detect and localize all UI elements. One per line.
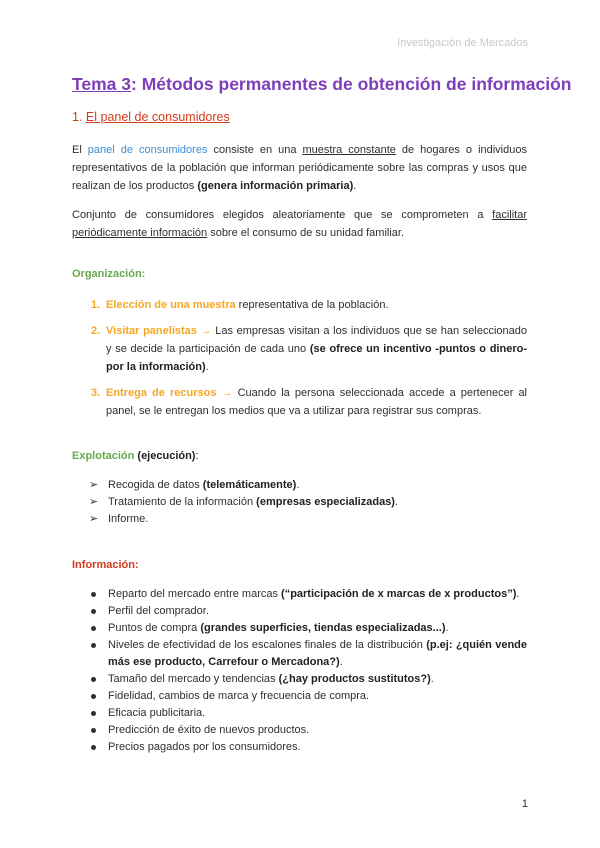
bullet-icon [91,677,96,682]
bullet-icon [91,694,96,699]
arrow-bullet-icon: ➢ [89,479,99,491]
list-item [72,296,527,314]
list-item [72,477,527,494]
item-end: . [430,673,434,685]
item-text: Tratamiento de la información [108,496,257,508]
item-lead: Entrega de recursos → [106,387,233,399]
list-item [72,637,527,671]
list-item [72,705,527,722]
page-number: 1 [521,798,528,810]
title-prefix: Tema 3 [72,74,132,94]
item-text: representativa de la población. [235,299,389,311]
informacion-list [72,586,527,756]
item-text: Cuando la persona seleccionada accede a pertenecer al panel, se le entregan los medios que va a utilizar para registrar sus compras. [106,387,528,417]
bullet-icon [91,643,96,648]
title-rest: : Métodos permanentes de obtención de información [131,74,572,94]
item-end: . [516,588,520,600]
item-text: Reparto del mercado entre marcas [108,588,282,600]
heading-label: Explotación [72,450,135,462]
text-span: de hogares o individuos representativos de la población que informan periódicamente sobre las compras y usos que realizan de los productos [72,144,527,192]
item-text: Puntos de compra [108,622,201,634]
list-item [72,620,527,637]
item-bold: (empresas especializadas) [256,496,395,508]
item-text: Perfil del comprador. [108,605,209,617]
item-text: Las empresas visitan a los individuos que se han seleccionado y se decide la participación de cada uno [106,325,527,355]
item-bold: (telemáticamente) [202,479,297,491]
item-text: Niveles de efectividad de los escalones finales de la distribución [108,639,427,651]
list-item [72,603,527,620]
list-item [72,322,527,376]
explotacion-list [72,477,527,528]
item-end: . [339,656,343,668]
item-bold: (grandes superficies, tiendas especializadas...) [200,622,446,634]
bullet-icon [91,728,96,733]
item-lead: Visitar panelistas → [106,325,212,337]
item-lead: Elección de una muestra [106,299,236,311]
informacion-heading: Información: [72,559,139,571]
text-span: sobre el consumo de su unidad familiar. [207,227,405,239]
item-text: Informe. [108,513,149,525]
list-item [72,671,527,688]
bullet-icon [91,592,96,597]
bullet-icon [91,711,96,716]
item-text: Precios pagados por los consumidores. [108,741,301,753]
organizacion-heading: Organización: [72,268,146,280]
item-end: . [445,622,449,634]
list-item [72,722,527,739]
text-span: Conjunto de consumidores elegidos aleatoriamente que se comprometen a [72,209,493,221]
bullet-icon [91,626,96,631]
item-bold: (p.ej: ¿quién vende más ese producto, Carrefour o Mercadona?) [108,639,528,668]
page-title [72,74,571,95]
list-item [72,511,527,528]
item-text: Eficacia publicitaria. [108,707,206,719]
bullet-icon [91,745,96,750]
second-paragraph [72,206,527,242]
explotacion-heading [72,450,199,462]
item-bold: (¿hay productos sustitutos?) [278,673,431,685]
list-item [72,688,527,705]
item-number: 1. [91,299,101,311]
arrow-bullet-icon: ➢ [89,496,99,508]
item-end: . [394,496,399,508]
section-heading [72,110,230,124]
section-title: El panel de consumidores [85,110,230,124]
key-term: panel de consumidores [87,144,208,156]
item-text: Fidelidad, cambios de marca y frecuencia de compra. [108,690,370,702]
organizacion-list [72,296,527,420]
item-text: Predicción de éxito de nuevos productos. [108,724,310,736]
underlined-term: facilitar periódicamente información [72,209,527,239]
definition-paragraph [72,141,527,195]
list-item [72,494,527,511]
item-number: 3. [91,387,101,399]
list-item [72,384,527,420]
bullet-icon [91,609,96,614]
bold-note: (genera información primaria) [197,180,354,192]
text-span: . [353,180,357,192]
heading-paren: (ejecución) [137,450,196,462]
arrow-bullet-icon: ➢ [89,513,99,525]
item-end: . [296,479,300,491]
underlined-term: muestra constante [302,144,396,156]
heading-colon: : [195,450,199,462]
item-number: 2. [91,325,101,337]
item-bold: (“participación de x marcas de x productos”) [281,588,517,600]
item-text: Tamaño del mercado y tendencias [108,673,279,685]
item-text: Recogida de datos [108,479,203,491]
section-number: 1. [72,110,86,124]
text-span: El [72,144,88,156]
text-span: consiste en una [207,144,303,156]
running-header: Investigación de Mercados [397,37,528,49]
item-bold: (se ofrece un incentivo -puntos o dinero- por la información) [106,343,527,373]
list-item [72,586,527,603]
item-end: . [205,361,209,373]
list-item [72,739,527,756]
